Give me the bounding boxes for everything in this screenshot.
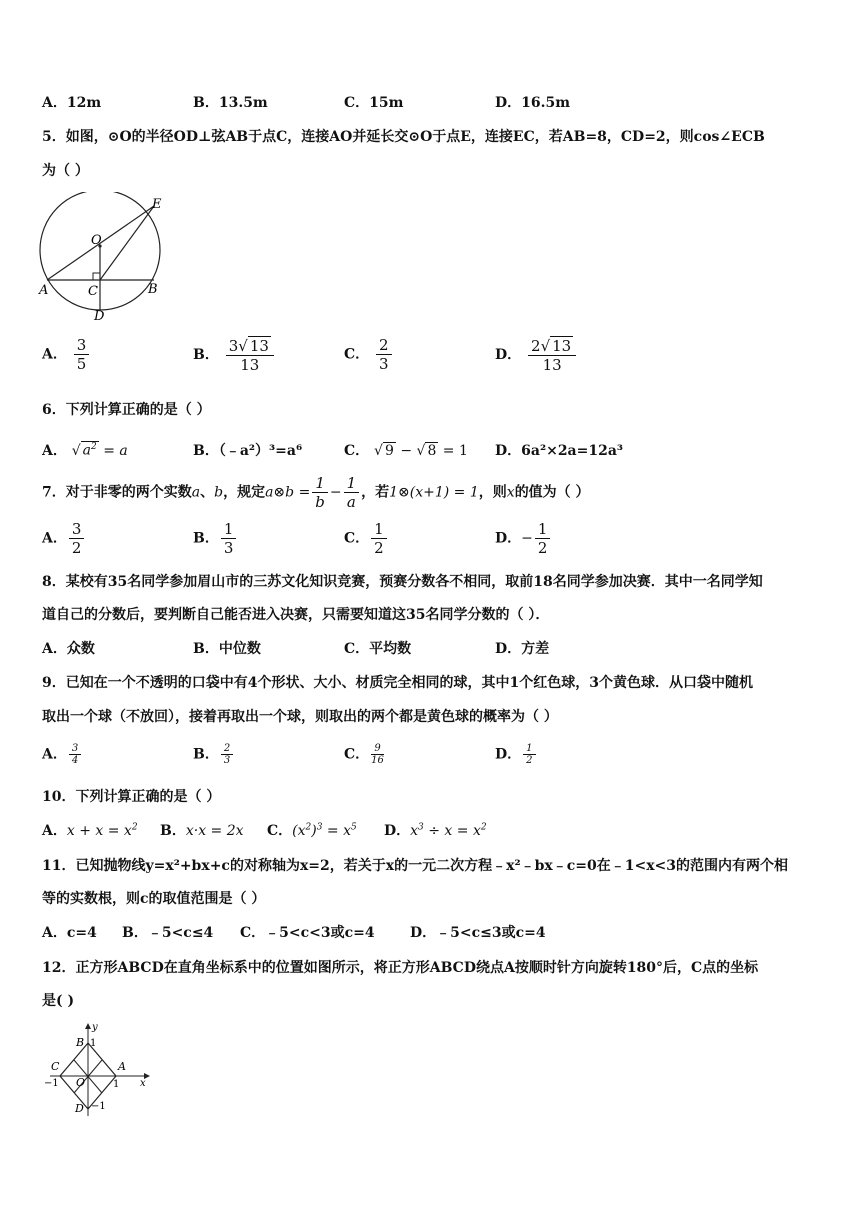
q6-option-a: A． √ $a^2 = a$ <box>42 442 128 459</box>
denominator: 2 <box>537 539 548 557</box>
q7-text-pre: 7．对于非零的两个实数 <box>42 484 192 501</box>
radicand: a <box>82 443 92 459</box>
separator: 、 <box>200 484 215 501</box>
q12-label-y: y <box>92 1022 98 1033</box>
q11-option-c: C．﹣5<c<3或c=4 <box>240 925 375 941</box>
option-letter: C． <box>344 443 370 459</box>
option-letter: A． <box>42 823 67 839</box>
q4-option-a: A．12m <box>42 95 102 111</box>
coefficient: 2 <box>531 337 541 355</box>
option-letter: D． <box>384 823 411 839</box>
q5-option-c <box>344 336 394 373</box>
q12-label-D: D <box>75 1102 84 1115</box>
q5-option-b: B． $\frac{3√ 13}{13}$ <box>193 336 276 374</box>
q5-label-O: O <box>91 233 102 248</box>
q7-option-a <box>42 520 86 557</box>
q12-coordinate-figure <box>40 1020 155 1120</box>
q12-stem-line2: 是( ) <box>42 993 75 1009</box>
denominator: a <box>346 493 356 511</box>
q4-option-b: B．13.5m <box>193 95 268 111</box>
q7-text-mid3: ，则 <box>478 484 507 501</box>
q6-option-d: D．6a²×2a=12a³ <box>495 443 624 459</box>
q9-option-d <box>495 743 538 766</box>
denominator: 13 <box>542 356 562 374</box>
coefficient: 3 <box>228 337 239 355</box>
q6-option-b: B．（﹣a²）³=a⁶ <box>193 443 303 459</box>
q12-label-x: x <box>140 1078 146 1089</box>
q5-label-A: A <box>39 283 49 298</box>
numerator: 1 <box>523 743 535 755</box>
expression: x·x = 2x <box>185 823 244 839</box>
q7-option-d <box>495 520 552 557</box>
radicand: 13 <box>249 337 269 355</box>
q5-option-d: D． $\frac{2√ 13}{13}$ <box>495 336 578 374</box>
q11-option-a: A．c=4 <box>42 925 97 941</box>
q6-stem: 6．下列计算正确的是（ ） <box>42 402 211 418</box>
radicand-2: 8 <box>427 443 437 459</box>
expr-part: (x <box>292 823 306 839</box>
q7-option-b <box>193 520 238 557</box>
q9-stem-line1: 9．已知在一个不透明的口袋中有4个形状、大小、材质完全相同的球，其中1个红色球，3个黄色球．从口袋中随机 <box>42 675 753 691</box>
expression: x + x = x <box>66 823 132 839</box>
numerator: 9 <box>371 743 384 755</box>
exponent: 3 <box>316 822 323 833</box>
numerator: 1 <box>221 520 237 539</box>
expr-part: ÷ x = x <box>423 823 481 839</box>
q12-label-neg1-left: −1 <box>44 1078 59 1089</box>
q9-option-c <box>344 743 386 766</box>
denominator: 3 <box>223 755 231 766</box>
rhs: = 1 <box>438 443 468 459</box>
rhs: = a <box>98 443 128 459</box>
q5-stem-line2: 为（ ） <box>42 163 89 179</box>
radicand-1: 9 <box>384 443 394 459</box>
option-letter: A． <box>42 530 67 547</box>
q8-option-a: A．众数 <box>42 641 95 657</box>
q5-circle-figure <box>36 192 168 322</box>
denominator: 3 <box>379 355 389 373</box>
sign: − <box>521 530 533 547</box>
q9-option-a <box>42 743 83 766</box>
option-letter: D． <box>495 347 522 363</box>
q4-option-c: C．15m <box>344 95 404 111</box>
q8-stem-line2: 道自己的分数后，要判断自己能否进入决赛，只需要知道这35名同学分数的（ ）． <box>42 607 550 623</box>
numerator: 2 <box>221 743 233 755</box>
expr-part: ) <box>311 823 317 839</box>
exponent: 2 <box>131 822 138 833</box>
option-letter: B． <box>193 347 219 363</box>
exponent: 5 <box>350 822 357 833</box>
denominator: 2 <box>71 539 82 557</box>
exponent: 2 <box>305 822 312 833</box>
q7-stem: 7．对于非零的两个实数a、b，规定a⊗b = $\frac{1}{b}$ − $\frac{1}{a}$ ，若1⊗(x+1) = 1，则x的值为（ ） <box>42 474 590 511</box>
q4-option-d: D．16.5m <box>495 95 571 111</box>
numerator: 2 <box>376 336 392 355</box>
q10-option-c <box>267 820 357 840</box>
q6-option-c: C． √ 9 − √ 8 = 1 <box>344 443 468 459</box>
numerator: 1 <box>371 520 387 539</box>
option-letter: C． <box>344 530 370 547</box>
q5-label-C: C <box>88 284 98 299</box>
q11-stem-line1: 11．已知抛物线y=x²+bx+c的对称轴为x=2，若关于x的一元二次方程﹣x²﹣bx﹣c=0在﹣1<x<3的范围内有两个相 <box>42 858 789 874</box>
q8-option-c: C．平均数 <box>344 641 412 657</box>
q12-label-neg1-bottom: −1 <box>91 1101 106 1112</box>
q12-label-A: A <box>118 1060 126 1073</box>
q11-option-d: D．﹣5<c≤3或c=4 <box>410 925 546 941</box>
denominator: 13 <box>240 356 260 374</box>
q12-label-one-right: 1 <box>113 1079 120 1090</box>
q11-option-b: B．﹣5<c≤4 <box>122 925 214 941</box>
q10-stem: 10．下列计算正确的是（ ） <box>42 789 221 805</box>
denominator: 5 <box>76 355 87 373</box>
option-letter: B． <box>193 746 219 763</box>
q8-option-b: B．中位数 <box>193 641 261 657</box>
q12-label-one-top: 1 <box>90 1038 97 1049</box>
option-letter: C． <box>344 746 370 763</box>
q5-label-B: B <box>148 282 158 297</box>
option-letter: B． <box>193 530 219 547</box>
definition-lhs: a⊗b = <box>265 484 311 501</box>
q12-label-C: C <box>51 1060 60 1073</box>
option-letter: B． <box>160 823 186 839</box>
q5-label-E: E <box>152 197 162 212</box>
q10-option-b <box>160 820 244 840</box>
q11-stem-line2: 等的实数根，则c的取值范围是（ ） <box>42 891 266 907</box>
option-letter: A． <box>42 443 67 459</box>
option-letter: D． <box>495 530 522 547</box>
q7-option-c <box>344 520 389 557</box>
radicand: 13 <box>552 337 572 355</box>
denominator: b <box>315 493 325 511</box>
q10-option-d <box>384 820 487 840</box>
exponent: 2 <box>91 442 97 453</box>
q7-text-mid: ，规定 <box>223 484 266 501</box>
numerator: 3 <box>69 743 81 755</box>
q12-label-B: B <box>76 1036 85 1049</box>
exponent: 2 <box>480 822 487 833</box>
option-letter: C． <box>267 823 293 839</box>
q5-label-D: D <box>94 309 105 322</box>
option-letter: C． <box>344 346 370 363</box>
denominator: 2 <box>374 539 384 557</box>
expr-part: = x <box>322 823 351 839</box>
q7-text-mid2: ，若 <box>361 484 390 501</box>
q5-stem-line1: 5．如图，⊙O的半径OD⊥弦AB于点C，连接AO并延长交⊙O于点E，连接EC，若AB=8，CD=2，则cos∠ECB <box>42 129 765 145</box>
q8-stem-line1: 8．某校有35名同学参加眉山市的三苏文化知识竞赛，预赛分数各不相同，取前18名同学参加决赛．其中一名同学知 <box>42 574 763 590</box>
q5-option-a <box>42 336 91 373</box>
q8-option-d: D．方差 <box>495 641 550 657</box>
var-b: b <box>214 484 224 501</box>
q10-option-a <box>42 820 138 840</box>
var-a: a <box>191 484 201 501</box>
q9-stem-line2: 取出一个球（不放回），接着再取出一个球，则取出的两个都是黄色球的概率为（ ） <box>42 709 558 725</box>
q12-stem-line1: 12．正方形ABCD在直角坐标系中的位置如图所示，将正方形ABCD绕点A按顺时针方向旋转180°后，C点的坐标 <box>42 960 759 976</box>
option-letter: A． <box>42 746 67 763</box>
denominator: 3 <box>223 539 234 557</box>
denominator: 2 <box>526 755 533 766</box>
numerator: 3 <box>74 336 90 355</box>
condition: 1⊗(x+1) = 1 <box>389 484 479 501</box>
numerator: 1 <box>312 474 328 493</box>
option-letter: A． <box>42 346 67 363</box>
q12-label-O: O <box>76 1076 86 1089</box>
numerator: 1 <box>535 520 551 539</box>
q7-text-end: 的值为（ ） <box>514 484 590 501</box>
numerator: 3 <box>69 520 85 539</box>
exponent: 3 <box>418 822 424 833</box>
denominator: 4 <box>71 755 79 766</box>
denominator: 16 <box>371 755 384 766</box>
var-x: x <box>506 484 515 501</box>
option-letter: D． <box>495 746 522 763</box>
numerator: 1 <box>344 474 360 493</box>
q9-option-b <box>193 743 235 766</box>
expr-part: x <box>410 823 419 839</box>
